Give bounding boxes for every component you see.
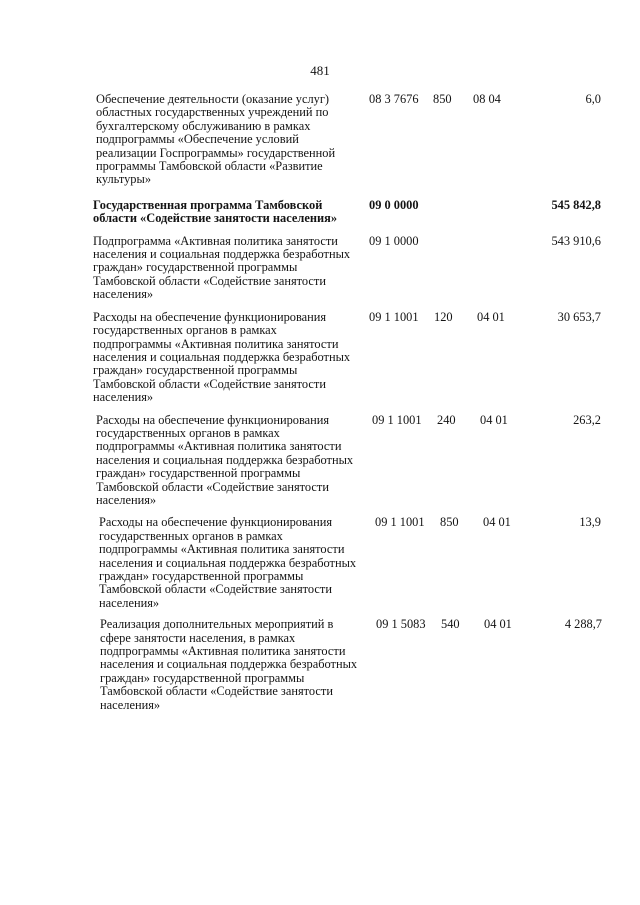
target-article-code: 09 0 0000 — [369, 197, 419, 212]
section-subsection-code: 08 04 — [473, 92, 501, 106]
target-article-code: 09 1 1001 — [375, 515, 425, 530]
row-description: Расходы на обеспечение функционирования государственных органов в рамках подпрограммы «Активная политика занятости населения и социальная поддержка безработных граждан» государственной программы Тамбовской области «Содействие занятости населения» — [93, 309, 351, 405]
table-row — [100, 618, 605, 712]
expense-type-code: 240 — [437, 412, 456, 427]
target-article-code: 08 3 7676 — [369, 92, 419, 106]
amount: 6,0 — [585, 92, 601, 106]
amount: 543 910,6 — [551, 233, 601, 248]
table-row — [96, 93, 605, 187]
expense-type-code: 850 — [440, 515, 459, 530]
amount: 13,9 — [579, 515, 601, 530]
amount: 545 842,8 — [551, 197, 601, 212]
row-description: Подпрограмма «Активная политика занятости населения и социальная поддержка безработных граждан» государственной программы Тамбовской области «Содействие занятости населения» — [93, 233, 351, 302]
expense-type-code: 120 — [434, 309, 453, 324]
target-article-code: 09 1 1001 — [369, 309, 419, 324]
amount: 4 288,7 — [564, 617, 602, 632]
table-row — [93, 199, 605, 226]
section-subsection-code: 04 01 — [483, 515, 511, 530]
section-subsection-code: 04 01 — [484, 617, 512, 632]
table-row — [93, 311, 605, 405]
table-row — [93, 235, 605, 302]
amount: 30 653,7 — [557, 309, 601, 324]
expense-type-code: 850 — [433, 92, 452, 106]
target-article-code: 09 1 0000 — [369, 233, 419, 248]
section-subsection-code: 04 01 — [480, 412, 508, 427]
row-description: Расходы на обеспечение функционирования государственных органов в рамках подпрограммы «Активная политика занятости населения и социальная поддержка безработных граждан» государственной программы Тамбовской области «Содействие занятости населения» — [99, 515, 357, 610]
expense-type-code: 540 — [441, 617, 460, 632]
target-article-code: 09 1 1001 — [372, 412, 422, 427]
amount: 263,2 — [573, 412, 601, 427]
target-article-code: 09 1 5083 — [376, 617, 426, 632]
table-row — [99, 516, 605, 610]
row-description: Расходы на обеспечение функционирования государственных органов в рамках подпрограммы «Активная политика занятости населения и социальная поддержка безработных граждан» государственной программы Тамбовской области «Содействие занятости населения» — [96, 412, 354, 507]
row-description: Государственная программа Тамбовской области «Содействие занятости населения» — [93, 197, 338, 226]
row-description: Реализация дополнительных мероприятий в сфере занятости населения, в рамках подпрограммы «Активная политика занятости населения и социальная поддержка безработных граждан» государственной программы Тамбовской области «Содействие занятости населения» — [100, 617, 358, 712]
page-number: 481 — [310, 63, 330, 78]
section-subsection-code: 04 01 — [477, 309, 505, 324]
table-row — [96, 414, 605, 508]
budget-table — [93, 93, 605, 712]
row-description: Обеспечение деятельности (оказание услуг) областных государственных учреждений по бухгалтерскому обслуживанию в рамках подпрограммы «Обеспечение условий реализации Госпрограммы» государственной программы Тамбовской области «Развитие культуры» — [96, 92, 336, 187]
